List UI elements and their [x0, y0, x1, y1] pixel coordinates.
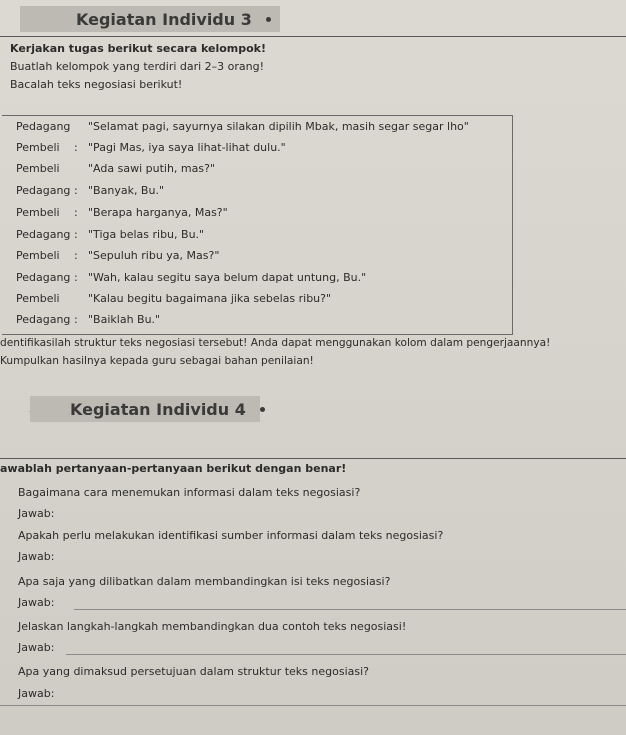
task-instruction: Kumpulkan hasilnya kepada guru sebagai bahan penilaian!: [0, 355, 314, 367]
dialog-line: Pembeli : "Pagi Mas, iya saya lihat-lihat dulu.": [16, 141, 286, 154]
dialog-line: Pedagang : "Tiga belas ribu, Bu.": [16, 228, 205, 241]
bullet-dot-icon: [266, 17, 271, 22]
answer-line[interactable]: [74, 609, 626, 610]
questions-intro: awablah pertanyaan-pertanyaan berikut dengan benar!: [0, 462, 347, 475]
dialog-line: Pedagang : "Baiklah Bu.": [16, 313, 161, 326]
dialog-line: Pembeli "Ada sawi putih, mas?": [16, 162, 216, 175]
dialog-line: Pedagang "Selamat pagi, sayurnya silakan dipilih Mbak, masih segar segar lho": [16, 120, 469, 133]
bullet-dot-icon: [260, 407, 265, 412]
dialog-line: Pembeli "Kalau begitu bagaimana jika sebelas ribu?": [16, 292, 332, 305]
section-title: Kegiatan Individu 3: [76, 9, 252, 29]
instruction-line: Buatlah kelompok yang terdiri dari 2–3 orang!: [10, 60, 265, 73]
question-5: Apa yang dimaksud persetujuan dalam struktur teks negosiasi?: [18, 665, 370, 678]
dialog-line: Pedagang : "Wah, kalau segitu saya belum dapat untung, Bu.": [16, 271, 367, 284]
answer-line[interactable]: [66, 654, 626, 655]
question-3: Apa saja yang dilibatkan dalam membandingkan isi teks negosiasi?: [18, 575, 391, 588]
instruction-line: Kerjakan tugas berikut secara kelompok!: [10, 42, 266, 55]
answer-line[interactable]: [0, 705, 626, 706]
answer-label: Jawab:: [18, 507, 55, 520]
answer-label: Jawab:: [18, 687, 55, 700]
divider: [0, 36, 626, 37]
instruction-line: Bacalah teks negosiasi berikut!: [10, 78, 183, 91]
question-1: Bagaimana cara menemukan informasi dalam teks negosiasi?: [18, 486, 361, 499]
divider: [0, 458, 626, 459]
answer-label: Jawab:: [18, 596, 55, 609]
section-banner-individu-4: [0, 396, 320, 422]
answer-label: Jawab:: [18, 641, 55, 654]
question-4: Jelaskan langkah-langkah membandingkan dua contoh teks negosiasi!: [18, 620, 407, 633]
dialog-line: Pembeli : "Berapa harganya, Mas?": [16, 206, 228, 219]
section-title: Kegiatan Individu 4: [70, 399, 246, 419]
dialog-line: Pembeli : "Sepuluh ribu ya, Mas?": [16, 249, 220, 262]
question-2: Apakah perlu melakukan identifikasi sumber informasi dalam teks negosiasi?: [18, 529, 444, 542]
dialog-line: Pedagang : "Banyak, Bu.": [16, 184, 165, 197]
task-instruction: dentifikasilah struktur teks negosiasi tersebut! Anda dapat menggunakan kolom dalam pengerjaannya!: [0, 337, 551, 349]
section-banner-individu-3: [0, 6, 320, 32]
answer-label: Jawab:: [18, 550, 55, 563]
negotiation-dialog-box: [2, 115, 513, 335]
